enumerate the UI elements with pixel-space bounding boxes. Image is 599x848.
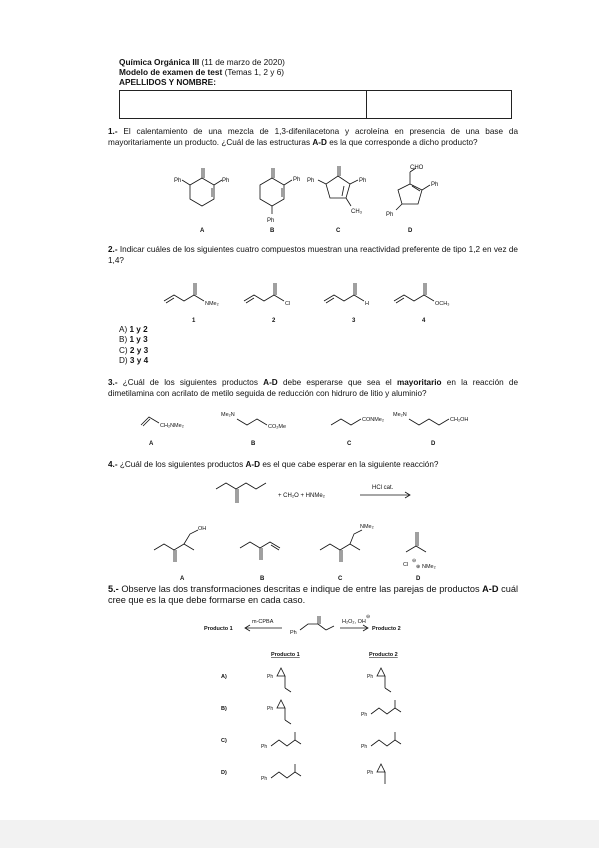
product-a-label: A [180, 576, 185, 582]
product-d-cl: Cl [403, 562, 409, 568]
question-5-text: Observe las dos transformaciones descritas e indique de entre las parejas de productos [121, 584, 480, 594]
row-b-p2-ph: Ph [361, 712, 368, 718]
product-d-nme2: NMe₂ [422, 564, 436, 570]
question-1-text: El calentamiento de una mezcla de 1,3-difenilacetona y acroleína en presencia de una base da mayoritariamente un producto. ¿Cuál de las estructuras [108, 127, 519, 147]
structure-d-cho: CHO [410, 165, 424, 171]
question-1-structures [170, 160, 470, 235]
label-a: A [200, 228, 205, 234]
question-5-number: 5.- [108, 584, 119, 594]
model-title: Modelo de examen de test [119, 67, 223, 77]
product-1-label: Producto 1 [204, 626, 233, 632]
product-d-plus: ⊕ [416, 564, 421, 570]
model-line [119, 67, 284, 77]
question-3-structures [135, 405, 495, 450]
product-c-label: C [347, 441, 352, 447]
question-5-bold: A-D [482, 584, 499, 594]
structure-d-ph-right: Ph [431, 182, 439, 188]
label-c: C [336, 228, 341, 234]
reagent-minus: ⊖ [366, 614, 371, 620]
reactant-ph: Ph [290, 630, 297, 636]
row-a: A) [221, 674, 227, 680]
catalyst: HCl cat. [372, 485, 394, 491]
option-d[interactable]: D) 3 y 4 [119, 355, 149, 365]
row-b-p1-ph: Ph [267, 706, 274, 712]
option-c[interactable]: C) 2 y 3 [119, 345, 149, 355]
product-d-ch2oh: CH₂OH [450, 417, 469, 423]
reagents: + CH₂O + HNMe₂ [278, 493, 326, 499]
compound-2-cl: Cl [285, 301, 291, 307]
question-2 [108, 245, 518, 266]
question-2-text: Indicar cuáles de los siguientes cuatro compuestos muestran una reactividad preferente de tipo 1,2 en vez de 1,4? [108, 245, 518, 265]
product-d-minus: ⊖ [412, 558, 417, 564]
name-box[interactable] [119, 90, 512, 119]
reagent-mcpba: m-CPBA [252, 619, 274, 625]
product-c-label: C [338, 576, 343, 582]
option-a[interactable]: A) 1 y 2 [119, 325, 148, 334]
structure-c-ph-left: Ph [307, 178, 315, 184]
structure-a-ph-right: Ph [222, 178, 230, 184]
page-footer [0, 820, 599, 848]
question-1-bold: A-D [312, 137, 327, 147]
product-b-label: B [260, 576, 265, 582]
product-a-oh: OH [198, 526, 207, 532]
product-a-label: A [149, 441, 154, 447]
question-3 [108, 378, 518, 399]
product-c-nme2: NMe₂ [360, 524, 374, 530]
row-a-p1-ph: Ph [267, 674, 274, 680]
question-3-bold2: mayoritario [396, 378, 442, 387]
compound-4-och3: OCH₃ [435, 301, 450, 307]
question-4-reaction [210, 475, 440, 515]
product-b-me2n: Me₂N [221, 412, 235, 418]
compound-3-h: H [365, 301, 369, 307]
compound-3-label: 3 [352, 318, 356, 324]
question-4-text: ¿Cuál de los siguientes productos [119, 460, 244, 469]
question-3-text2: debe esperarse que sea el [282, 378, 392, 387]
question-1-text2: es la que corresponde a dicho producto? [329, 137, 478, 147]
row-c-p2-ph: Ph [361, 744, 368, 750]
structure-a-ring [190, 178, 214, 206]
compound-1-label: 1 [192, 318, 196, 324]
product-d-label: D [416, 576, 421, 582]
product-b-label: B [251, 441, 256, 447]
row-d: D) [221, 770, 227, 776]
name-box-divider [366, 91, 367, 118]
product-c-conme2: CONMe₂ [362, 417, 384, 423]
question-3-bold1: A-D [263, 378, 278, 387]
reagent-h2o2: H₂O₂, OH [342, 619, 366, 625]
structure-b-ph-top: Ph [293, 177, 301, 183]
structure-c-ph-right: Ph [359, 178, 367, 184]
name-label: APELLIDOS Y NOMBRE: [119, 77, 216, 87]
compound-1-nme2: NMe₂ [205, 301, 219, 307]
question-4-text2: es el que cabe esperar en la siguiente reacción? [262, 460, 439, 469]
question-1-number: 1.- [108, 127, 118, 136]
structure-a-ph-left: Ph [174, 178, 182, 184]
course-title: Química Orgánica III [119, 57, 200, 67]
product-d-label: D [431, 441, 436, 447]
structure-d-ph-bottom: Ph [386, 212, 394, 218]
question-2-options [119, 325, 148, 366]
row-d-p2-ph: Ph [367, 770, 374, 776]
question-4-number: 4.- [108, 460, 118, 469]
question-2-number: 2.- [108, 245, 118, 254]
question-5-text2: cuál cree que es la que debe formarse en cada caso. [108, 584, 518, 605]
question-5 [108, 584, 518, 606]
product-a-ch2nme2: CH₂NMe₂ [160, 423, 184, 429]
question-4 [108, 460, 518, 471]
column-product-2: Producto 2 [369, 652, 398, 658]
question-5-reaction [200, 612, 430, 640]
label-d: D [408, 228, 413, 234]
question-3-number: 3.- [108, 378, 118, 387]
product-2-label: Producto 2 [372, 626, 401, 632]
compound-2-label: 2 [272, 318, 276, 324]
structure-b-ph-bottom: Ph [267, 218, 275, 224]
column-product-1: Producto 1 [271, 652, 300, 658]
question-3-text: ¿Cuál de los siguientes productos [122, 378, 258, 387]
product-b-co2me: CO₂Me [268, 424, 287, 430]
label-b: B [270, 228, 275, 234]
product-d-me2n: Me₂N [393, 412, 407, 418]
topics: (Temas 1, 2 y 6) [224, 67, 285, 77]
row-d-p1-ph: Ph [261, 776, 268, 782]
course-line [119, 57, 285, 67]
question-4-bold: A-D [245, 460, 261, 469]
question-1 [108, 127, 518, 148]
row-b: B) [221, 706, 227, 712]
row-a-p2-ph: Ph [367, 674, 374, 680]
row-c-p1-ph: Ph [261, 744, 268, 750]
exam-date: (11 de marzo de 2020) [201, 57, 285, 67]
structure-c-ch3: CH₃ [351, 209, 363, 215]
question-4-products [150, 520, 450, 585]
option-b[interactable]: B) 1 y 3 [119, 335, 148, 345]
question-3-text3: en la reacción de dimetilamina con acrilato de metilo seguida de reducción con hidruro de litio y aluminio? [108, 378, 519, 398]
question-2-structures [160, 275, 480, 325]
name-label-line [119, 77, 216, 87]
compound-4-label: 4 [422, 318, 426, 324]
question-5-table [215, 648, 415, 788]
row-c: C) [221, 738, 227, 744]
